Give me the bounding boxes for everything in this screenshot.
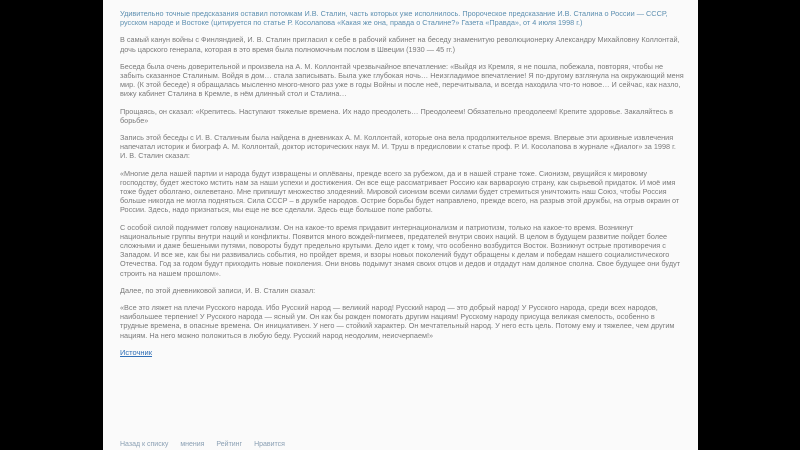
quote-paragraph: «Многие дела нашей партии и народа будут извращены и оплёваны, прежде всего за рубежом, да и в нашей стране тоже. Сионизм, рвущийся к мировому господству, будет жестоко мстить нам за наши успехи и достижения. Он все еще рассматривает Россию как варварскую страну, как сырьевой придаток. И моё имя тоже будет оболгано, оклеветано. Мне припишут множество злодеяний. Мировой сионизм всеми силами будет стремиться уничтожить наш Союз, чтобы Россия больше никогда не могла подняться. Сила СССР – в дружбе народов. Острие борьбы будет направлено, прежде всего, на разрыв этой дружбы, на отрыв окраин от России. Здесь, надо признаться, мы еще не все сделали. Здесь еще большое поле работы. — [120, 168, 680, 215]
intro-paragraph: Удивительно точные предсказания оставил потомкам И.В. Сталин, часть которых уже исполнилось. Пророческое предсказание И.В. Сталина о России — СССР, русском народе и Востоке (цитируется по статье Р. Косолапова «Какая же она, правда о Сталине?» Газета «Правда», от 4 июля 1998 г.) — [120, 9, 668, 28]
document-page — [103, 0, 698, 450]
quote-paragraph: «Все это ляжет на плечи Русского народа. Ибо Русский народ — великий народ! Русский народ — это добрый народ! У Русского народа, среди всех народов, наибольшее терпение! У Русского народа — ясный ум. Он как бы рожден помогать другим нациям! Русскому народу присуща великая смелость, особенно в трудные времена, в опасные времена. Он инициативен. У него — стойкий характер. Он мечтательный народ. У него есть цель. Потому ему и тяжелее, чем другим нациям. На него можно положиться в любую беду. Русский народ неодолим, неисчерпаем!» — [120, 303, 675, 340]
source-link[interactable]: Источник — [120, 347, 153, 357]
footer-comments-link[interactable]: мнения — [180, 441, 205, 448]
footer-back-link[interactable]: Назад к списку — [120, 441, 169, 448]
footer-like-button[interactable]: Нравится — [254, 441, 285, 448]
paragraph: Запись этой беседы с И. В. Сталиным была найдена в дневниках А. М. Коллонтай, которые она вела продолжительное время. Впервые эти архивные извлечения напечатал историк и биограф А. М. Коллонтай, доктор исторических наук М. И. Труш в предисловии к статье проф. Р. И. Косолапова в журнале «Диалог» за 1998 г. И. В. Сталин сказал: — [120, 133, 676, 161]
quote-paragraph: С особой силой поднимет голову национализм. Он на какое-то время придавит интернационализм и патриотизм, только на какое-то время. Возникнут национальные группы внутри наций и конфликты. Появится много вождей-пигмеев, предателей внутри своих наций. В целом в будущем развитие пойдет более сложными и даже бешеными путями, повороты будут предельно крутыми. Дело идет к тому, что особенно возбудится Восток. Возникнут острые противоречия с Западом. И все же, как бы ни развивались события, но пройдет время, и взоры новых поколений будут обращены к делам и победам нашего социалистического Отечества. Год за годом будут приходить новые поколения. Они вновь подымут знамя своих отцов и дедов и отдадут нам должное сполна. Свое будущее они будут строить на нашем прошлом». — [120, 222, 681, 278]
paragraph: Беседа была очень доверительной и произвела на А. М. Коллонтай чрезвычайное впечатление: «Выйдя из Кремля, я не пошла, побежала, повторяя, чтобы не забыть сказанное Сталиным. Войдя в дом… стала записывать. Была уже глубокая ночь… Неизгладимое впечатление! Я по-другому взглянула на окружающий меня мир. (К этой беседе) я обращалась мысленно много-много раз уже в годы Войны и после неё, перечитывала, и всегда находила что-то новое… И сейчас, как назло, вижу кабинет Сталина в Кремле, в нём длинный стол и Сталина… — [120, 61, 684, 99]
footer-rating: Рейтинг — [216, 441, 243, 448]
footer-bar — [120, 441, 685, 448]
paragraph: Прощаясь, он сказал: «Крепитесь. Наступают тяжелые времена. Их надо преодолеть… Преодолеем! Обязательно преодолеем! Крепите здоровье. Закаляйтесь в борьбе» — [120, 106, 674, 125]
paragraph: В самый канун войны с Финляндией, И. В. Сталин пригласил к себе в рабочий кабинет на беседу знаменитую революционерку Александру Михайловну Коллонтай, дочь царского генерала, которая в это время была полномочным послом в Швеции (1930 — 45 гг.) — [120, 35, 680, 54]
paragraph: Далее, по этой дневниковой записи, И. В. Сталин сказал: — [120, 285, 316, 295]
article-body — [120, 9, 685, 357]
